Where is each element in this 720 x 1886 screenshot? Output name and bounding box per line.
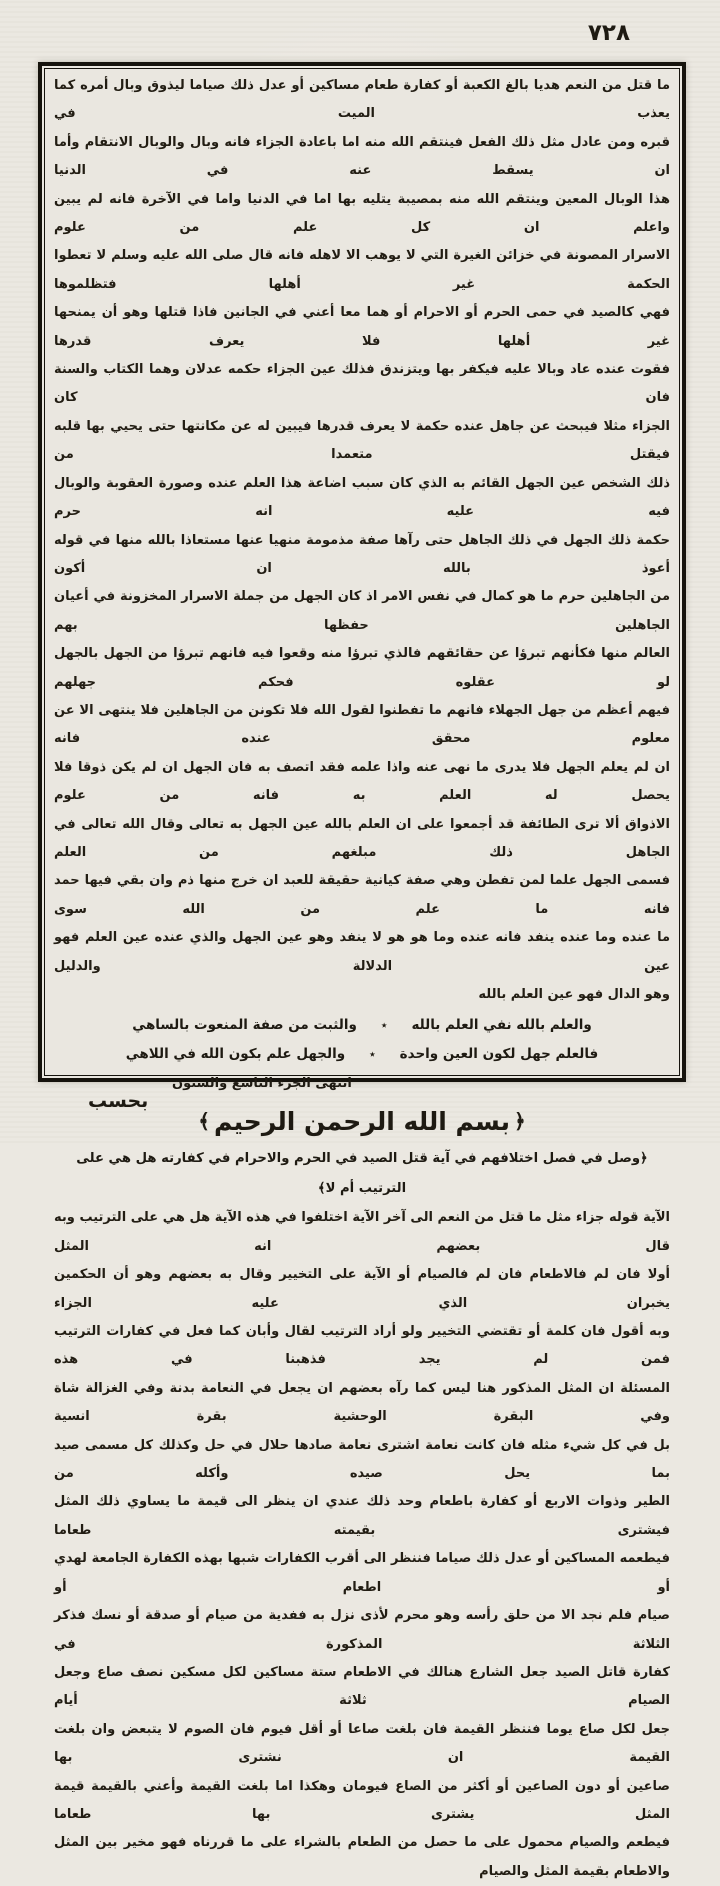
section-heading: ﴿وصل في فصل اختلافهم في آية قتل الصيد في الحرم والاحرام في كفارته هل هي على الترتيب أم لا﴾: [76, 1151, 648, 1197]
hemistich-first: والعلم بالله نفي العلم بالله: [411, 1017, 592, 1034]
text-line: حكمة ذلك الجهل في ذلك الجاهل حتى رآها صفة مذمومة منهيا عنها مستعاذا بالله منها في قوله أعوذ بالله ان أكون: [54, 532, 670, 576]
text-line: هذا الوبال المعين وينتقم الله منه بمصيبة يتليه بها اما في الدنيا واما في الآخرة فانه لم يبين واعلم ان كل علم من علوم: [54, 191, 670, 236]
catchword: بحسب: [88, 1090, 149, 1112]
hemistich-first: فالعلم جهل لكون العين واحدة: [399, 1046, 599, 1063]
text-line: الجزاء مثلا فيبحث عن جاهل عنده حكمة لا يعرف قدرها فيبين له عن مكانتها حتى يحيي بها قلبه فيقتل متعمدا من: [54, 418, 670, 463]
hemistich-second: والثبت من صفة المنعوت بالساهي: [132, 1017, 357, 1034]
text-line: من الجاهلين حرم ما هو كمال في نفس الامر اذ كان الجهل من جملة الاسرار المخزونة في أعيان الجاهلين حفظها بهم: [54, 589, 670, 633]
text-line: كفارة قاتل الصيد جعل الشارع هنالك في الاطعام ستة مساكين لكل مسكين نصف صاع وجعل الصيام ثلاثة أيام: [54, 1664, 670, 1709]
section-text-block: [54, 1204, 670, 1886]
text-line: ما عنده وما عنده ينفد فانه عنده وما هو هو لا ينفد وهو عين الجهل والذي عنده عين العلم فهو عين الدلالة والدليل: [54, 930, 670, 974]
hemistich-separator-icon: ٭: [369, 1047, 376, 1062]
text-line: الآية قوله جزاء مثل ما قتل من النعم الى آخر الآية اختلفوا في هذه الآية هل هي على الترتيب وبه قال بعضهم انه المثل: [54, 1210, 670, 1254]
poetry-block: [54, 1011, 670, 1069]
text-line: الاذواق ألا ترى الطائفة قد أجمعوا على ان العلم بالله عين الجهل به تعالى وقال الله تعالى في الجاهل ذلك مبلغهم من العلم: [54, 816, 670, 860]
juz-end-note: انتهى الجزء التاسع والستون: [172, 1076, 352, 1092]
basmala-text: بسم الله الرحمن الرحيم: [214, 1107, 510, 1137]
text-line: أولا فان لم فالاطعام فان لم فالصيام أو الآية على التخيير وقال به بعضهم وهو أن الحكمين يخبران الذي عليه الجزاء: [54, 1267, 670, 1311]
text-line: الطير وذوات الاربع أو كفارة باطعام وحد ذلك عندي ان ينظر الى قيمة ما يساوي ذلك المثل فيشترى بقيمته طعاما: [54, 1494, 670, 1538]
text-line: العالم منها فكأنهم تبرؤا عن حقائقهم فالذي تبرؤا منه وقعوا فيه فانهم تبرؤا من الجهل بالجهل لو عقلوه فحكم جهلهم: [54, 646, 670, 690]
text-line: ما قتل من النعم هديا بالغ الكعبة أو كفارة طعام مساكين أو عدل ذلك صياما ليذوق وبال أمره كما يعذب الميت في: [54, 78, 670, 122]
text-line: المسئلة ان المثل المذكور هنا ليس كما رآه بعضهم ان يجعل في النعامة بدنة وفي الغزالة شاة وفي البقرة الوحشية بقرة انسية: [54, 1380, 670, 1425]
text-line: صيام فلم نجد الا من حلق رأسه وهو محرم لأذى نزل به ففدية من صيام أو صدقة أو نسك فذكر الثلاثة المذكورة في: [54, 1608, 670, 1652]
text-line: فيطعم والصيام محمول على ما حصل من الطعام بالشراء على ما قررناه فهو مخير بين المثل والاطعام بقيمة المثل والصيام: [54, 1835, 670, 1879]
hemistich-separator-icon: ٭: [380, 1018, 388, 1033]
text-line: وبه أقول فان كلمة أو تقتضي التخيير ولو أراد الترتيب لقال وأبان كما فعل في كفارات الترتيب فمن لم يجد فذهبنا في هذه: [54, 1324, 670, 1368]
text-line: ان لم يعلم الجهل فلا يدرى ما نهى عنه واذا علمه فقد اتصف به فان الجهل ان لم يكن ذوقا فلا يحصل له العلم به فانه من علوم: [54, 759, 670, 804]
text-line: قبره ومن عادل مثل ذلك الفعل فينتقم الله منه اما باعادة الجزاء فانه وبال والوبال الانتقام وأما ان يسقط عنه في الدنيا: [54, 134, 670, 179]
page-number: ٧٢٨: [587, 20, 630, 46]
text-line: فسمى الجهل علما لمن تفطن وهي صفة كيانية حقيقة للعبد ان خرج منها ذم وان بقي فيها حمد فانه ما علم من الله سوى: [54, 873, 670, 917]
ornate-bracket-open-icon: ﴿: [513, 1109, 526, 1134]
text-line: فيطعمه المساكين أو عدل ذلك صياما فننظر الى أقرب الكفارات شبها بهذه الكفارة الجامعة لهدي أو اطعام أو: [54, 1551, 670, 1595]
text-line: صاعين أو دون الصاعين أو أكثر من الصاع فيومان وهكذا اما بلغت القيمة وأعني بالقيمة قيمة المثل يشترى بها طعاما: [54, 1778, 670, 1822]
text-line: فيهم أعظم من جهل الجهلاء فانهم ما تفطنوا لقول الله فلا تكونن من الجاهلين فلا ينتهى الا عن معلوم محقق عنده فانه: [54, 702, 670, 747]
ornate-bracket-close-icon: ﴾: [198, 1109, 210, 1134]
text-line: فقوت عنده عاد وبالا عليه فيكفر بها ويتزندق فذلك عين الجزاء حكمه عدلان وهما الكتاب والسنة فان كان: [54, 362, 670, 406]
hemistich-second: والجهل علم بكون الله في اللاهي: [125, 1046, 346, 1063]
text-line: الاسرار المصونة في خزائن الغيرة التي لا يوهب الا لاهله فانه قال صلى الله عليه وسلم لا تعطوا الحكمة غير أهلها فتظلموها: [54, 248, 670, 292]
text-line: ذلك الشخص عين الجهل القائم به الذي كان سبب اضاعة هذا العلم عنده وصورة العقوبة والوبال فيه عليه انه حرم: [54, 475, 670, 520]
text-line: جعل لكل صاع يوما فننظر القيمة فان بلغت صاعا أو أقل فيوم فان الصوم لا يتبعض وان بلغت القيمة ان نشترى بها: [54, 1721, 670, 1766]
text-line: وهو الدال فهو عين العلم بالله: [478, 987, 670, 1002]
poetry-verse: [54, 1011, 670, 1040]
text-line: فهي كالصيد في حمى الحرم أو الاحرام أو هما معا أعني في الجانين فاذا قتلها وهو أن يمنحها غير أهلها فلا يعرف قدرها: [54, 305, 670, 349]
poetry-verse: [54, 1040, 670, 1069]
text-line: بل في كل شيء مثله فان كانت نعامة اشترى نعامة صادها حلال في حل وكذلك كل مسمى صيد بما يحل صيده وأكله من: [54, 1437, 670, 1482]
main-text-block: [54, 72, 670, 1009]
